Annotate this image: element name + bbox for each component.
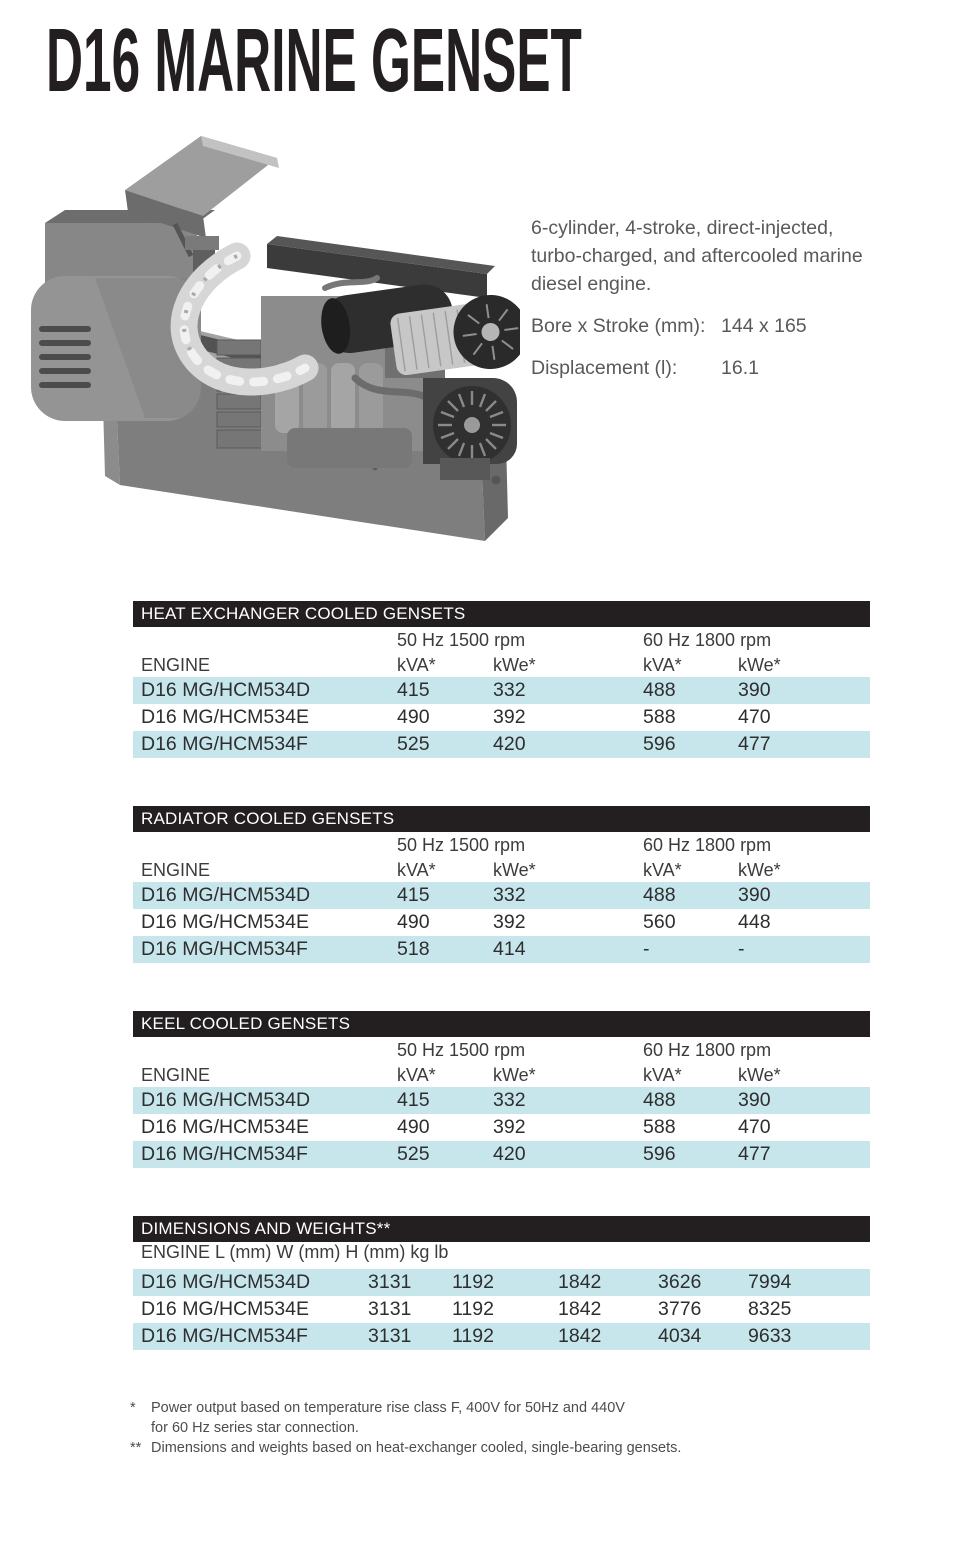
footnote-text: Dimensions and weights based on heat-exchanger cooled, single-bearing gensets. (151, 1440, 682, 1456)
kwe-50-cell: 332 (493, 1089, 526, 1111)
table-row (133, 1141, 870, 1168)
engine-name-cell: D16 MG/HCM534D (141, 1271, 311, 1293)
col-header-kg: kg (410, 1242, 430, 1262)
h-cell: 1842 (558, 1298, 602, 1320)
footnote-marker: ** (130, 1440, 142, 1456)
kg-cell: 4034 (658, 1325, 702, 1347)
spec-bore-stroke (531, 312, 871, 340)
lb-cell: 8325 (748, 1298, 792, 1320)
footnote-text: Power output based on temperature rise class F, 400V for 50Hz and 440V for 60 Hz series star connection. (151, 1400, 625, 1436)
col-header-kwe-50: kWe* (493, 1064, 536, 1085)
kwe-60-cell: 470 (738, 1116, 771, 1138)
kwe-50-cell: 414 (493, 938, 526, 960)
engine-description-block (531, 214, 871, 396)
freq-60hz-label: 60 Hz 1800 rpm (643, 834, 772, 855)
table-row (133, 677, 870, 704)
spec-bore-stroke-label: Bore x Stroke (mm): (531, 315, 706, 337)
genset-photo (25, 128, 520, 558)
kwe-50-cell: 332 (493, 884, 526, 906)
frequency-header-row (133, 832, 870, 858)
kva-50-cell: 525 (397, 1143, 430, 1165)
kwe-60-cell: 477 (738, 733, 771, 755)
table-row (133, 1114, 870, 1141)
genset-illustration (25, 128, 520, 558)
page-title: D16 MARINE GENSET (46, 11, 582, 111)
column-header-row (133, 1242, 870, 1269)
column-header-row (133, 858, 870, 882)
kwe-60-cell: 470 (738, 706, 771, 728)
col-header-kwe-60: kWe* (738, 859, 781, 880)
frequency-header-row (133, 1037, 870, 1063)
kva-60-cell: 596 (643, 733, 676, 755)
table-row (133, 704, 870, 731)
engine-name-cell: D16 MG/HCM534D (141, 1089, 311, 1111)
table-title: DIMENSIONS AND WEIGHTS** (141, 1219, 391, 1238)
engine-description: 6-cylinder, 4-stroke, direct-injected, turbo-charged, and aftercooled marine diesel engine. (531, 217, 863, 295)
engine-name-cell: D16 MG/HCM534E (141, 1298, 309, 1320)
col-header-kva-60: kVA* (643, 1064, 682, 1085)
table-row (133, 1296, 870, 1323)
col-header-lb: lb (434, 1242, 449, 1262)
frequency-header-row (133, 627, 870, 653)
table-title: HEAT EXCHANGER COOLED GENSETS (141, 604, 466, 623)
footnote-marker: * (130, 1400, 136, 1416)
engine-column-header: ENGINE (141, 654, 211, 675)
col-header-h: H (mm) (345, 1242, 406, 1262)
table-title-bar (133, 806, 870, 832)
dimensions-table-container (133, 1216, 870, 1350)
kva-50-cell: 525 (397, 733, 430, 755)
kva-60-cell: 588 (643, 1116, 676, 1138)
col-header-kwe-50: kWe* (493, 859, 536, 880)
table-row (133, 1087, 870, 1114)
kwe-50-cell: 392 (493, 911, 526, 933)
kva-60-cell: 488 (643, 1089, 676, 1111)
freq-60hz-label: 60 Hz 1800 rpm (643, 629, 772, 650)
kva-50-cell: 490 (397, 706, 430, 728)
kva-50-cell: 490 (397, 1116, 430, 1138)
table-title-bar (133, 1216, 870, 1242)
engine-name-cell: D16 MG/HCM534E (141, 706, 309, 728)
col-header-kwe-50: kWe* (493, 654, 536, 675)
kwe-60-cell: 390 (738, 884, 771, 906)
kwe-60-cell: 390 (738, 679, 771, 701)
l-cell: 3131 (368, 1298, 412, 1320)
table-title: RADIATOR COOLED GENSETS (141, 809, 395, 828)
col-header-kva-50: kVA* (397, 859, 436, 880)
kva-50-cell: 490 (397, 911, 430, 933)
h-cell: 1842 (558, 1271, 602, 1293)
table-title-bar (133, 601, 870, 627)
power-table (133, 806, 870, 963)
w-cell: 1192 (452, 1298, 494, 1320)
col-header-kva-50: kVA* (397, 654, 436, 675)
col-header-kva-60: kVA* (643, 654, 682, 675)
footnote (130, 1398, 870, 1438)
engine-name-cell: D16 MG/HCM534D (141, 884, 311, 906)
table-row (133, 882, 870, 909)
freq-50hz-label: 50 Hz 1500 rpm (397, 834, 526, 855)
w-cell: 1192 (452, 1271, 494, 1293)
kwe-50-cell: 420 (493, 733, 526, 755)
h-cell: 1842 (558, 1325, 602, 1347)
lb-cell: 7994 (748, 1271, 792, 1293)
kwe-50-cell: 420 (493, 1143, 526, 1165)
kva-60-cell: 488 (643, 884, 676, 906)
kva-50-cell: 518 (397, 938, 430, 960)
kwe-50-cell: 332 (493, 679, 526, 701)
kg-cell: 3776 (658, 1298, 702, 1320)
engine-name-cell: D16 MG/HCM534E (141, 911, 309, 933)
kwe-50-cell: 392 (493, 1116, 526, 1138)
power-table (133, 601, 870, 758)
kva-60-cell: 596 (643, 1143, 676, 1165)
spec-bore-stroke-value: 144 x 165 (721, 315, 807, 337)
l-cell: 3131 (368, 1271, 412, 1293)
kg-cell: 3626 (658, 1271, 702, 1293)
engine-column-header: ENGINE (141, 1064, 211, 1085)
footnote (130, 1438, 870, 1458)
engine-name-cell: D16 MG/HCM534E (141, 1116, 309, 1138)
table-row (133, 1323, 870, 1350)
kva-50-cell: 415 (397, 1089, 430, 1111)
table-row (133, 936, 870, 963)
col-header-kwe-60: kWe* (738, 654, 781, 675)
col-header-kwe-60: kWe* (738, 1064, 781, 1085)
w-cell: 1192 (452, 1325, 494, 1347)
kwe-60-cell: 390 (738, 1089, 771, 1111)
tables-area (130, 601, 870, 1458)
engine-column-header: ENGINE (141, 859, 211, 880)
table-title-bar (133, 1011, 870, 1037)
dimensions-table (133, 1216, 870, 1350)
kwe-60-cell: 448 (738, 911, 771, 933)
freq-50hz-label: 50 Hz 1500 rpm (397, 1039, 526, 1060)
spec-displacement-value: 16.1 (721, 357, 759, 379)
engine-name-cell: D16 MG/HCM534F (141, 1143, 308, 1165)
kva-50-cell: 415 (397, 679, 430, 701)
spec-displacement-label: Displacement (l): (531, 357, 678, 379)
footnotes (130, 1398, 870, 1458)
col-header-kva-60: kVA* (643, 859, 682, 880)
lb-cell: 9633 (748, 1325, 792, 1347)
col-header-kva-50: kVA* (397, 1064, 436, 1085)
engine-column-header: ENGINE (141, 1242, 211, 1262)
kva-60-cell: 588 (643, 706, 676, 728)
engine-name-cell: D16 MG/HCM534F (141, 1325, 308, 1347)
column-header-row (133, 653, 870, 677)
kwe-50-cell: 392 (493, 706, 526, 728)
kva-60-cell: - (643, 938, 650, 960)
table-row (133, 1269, 870, 1296)
freq-50hz-label: 50 Hz 1500 rpm (397, 629, 526, 650)
engine-name-cell: D16 MG/HCM534D (141, 679, 311, 701)
table-title: KEEL COOLED GENSETS (141, 1014, 351, 1033)
kva-60-cell: 560 (643, 911, 676, 933)
power-table (133, 1011, 870, 1168)
table-row (133, 731, 870, 758)
table-row (133, 909, 870, 936)
kwe-60-cell: - (738, 938, 745, 960)
kva-50-cell: 415 (397, 884, 430, 906)
spec-displacement (531, 354, 871, 382)
col-header-l: L (mm) (215, 1242, 272, 1262)
power-tables (133, 601, 870, 1168)
l-cell: 3131 (368, 1325, 412, 1347)
engine-name-cell: D16 MG/HCM534F (141, 938, 308, 960)
column-header-row (133, 1063, 870, 1087)
engine-name-cell: D16 MG/HCM534F (141, 733, 308, 755)
kwe-60-cell: 477 (738, 1143, 771, 1165)
kva-60-cell: 488 (643, 679, 676, 701)
col-header-w: W (mm) (276, 1242, 341, 1262)
freq-60hz-label: 60 Hz 1800 rpm (643, 1039, 772, 1060)
